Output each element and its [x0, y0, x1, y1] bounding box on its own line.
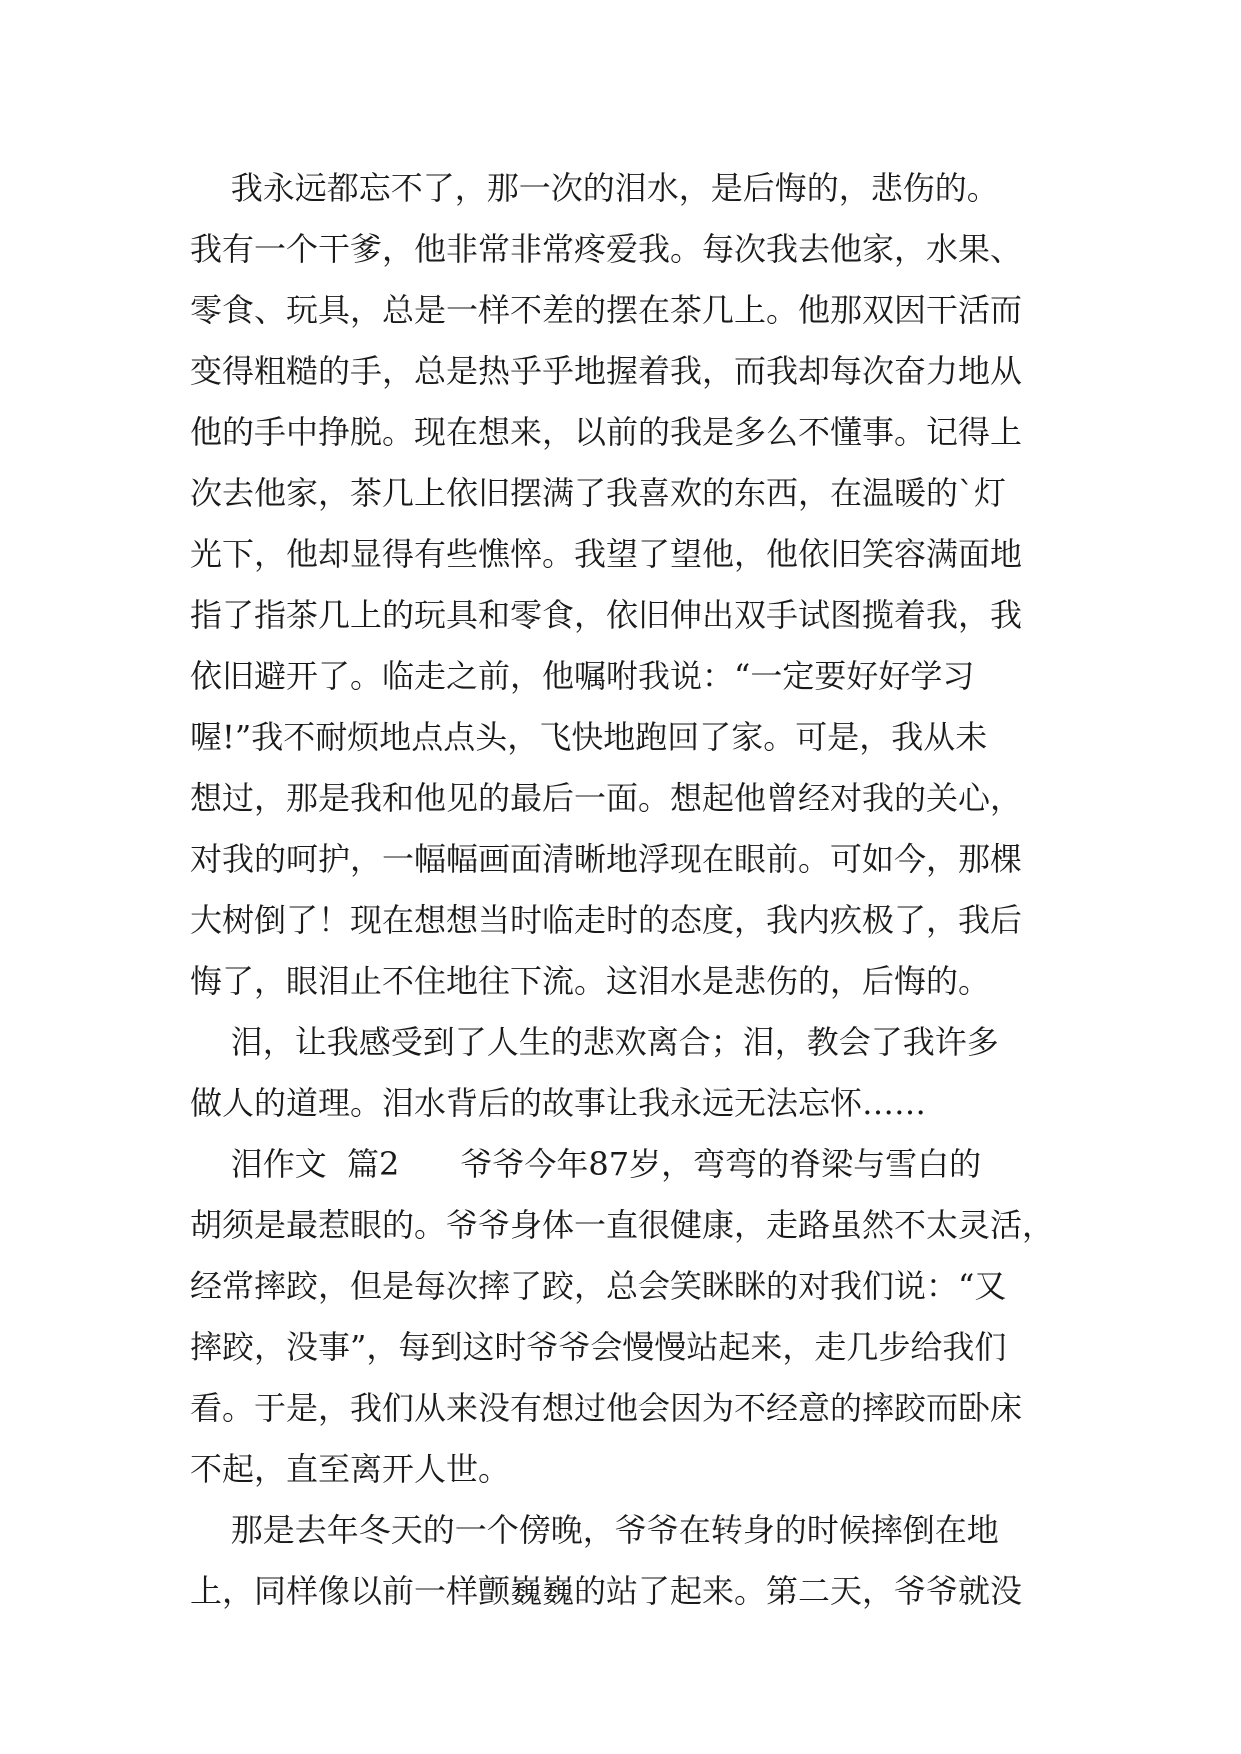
text-line: 指了指茶几上的玩具和零食，依旧伸出双手试图揽着我，我	[190, 596, 1023, 634]
text-line: 摔跤，没事”，每到这时爷爷会慢慢站起来，走几步给我们	[190, 1328, 1007, 1366]
text-line: 零食、玩具，总是一样不差的摆在茶几上。他那双因干活而	[190, 291, 1023, 329]
text-line: 我有一个干爹，他非常非常疼爱我。每次我去他家，水果、	[190, 230, 1023, 268]
text-line: 泪作文 篇2 爷爷今年87岁，弯弯的脊梁与雪白的	[190, 1145, 982, 1183]
text-line: 依旧避开了。临走之前，他嘱咐我说：“一定要好好学习	[190, 657, 975, 695]
text-line: 次去他家，茶几上依旧摆满了我喜欢的东西，在温暖的`灯	[190, 474, 1007, 512]
text-line: 光下，他却显得有些憔悴。我望了望他，他依旧笑容满面地	[190, 535, 1023, 573]
text-line: 经常摔跤，但是每次摔了跤，总会笑眯眯的对我们说：“又	[190, 1267, 1007, 1305]
text-line: 喔!”我不耐烦地点点头，飞快地跑回了家。可是，我从未	[190, 718, 988, 756]
essay-text	[190, 158, 1070, 1622]
text-line: 大树倒了！现在想想当时临走时的态度，我内疚极了，我后	[190, 901, 1023, 939]
text-line: 泪，让我感受到了人生的悲欢离合；泪，教会了我许多	[190, 1023, 999, 1061]
text-line: 做人的道理。泪水背后的故事让我永远无法忘怀……	[190, 1084, 927, 1122]
text-line: 看。于是，我们从来没有想过他会因为不经意的摔跤而卧床	[190, 1389, 1023, 1427]
text-line: 悔了，眼泪止不住地往下流。这泪水是悲伤的，后悔的。	[190, 962, 991, 1000]
text-line: 想过，那是我和他见的最后一面。想起他曾经对我的关心，	[190, 779, 1023, 817]
text-line: 那是去年冬天的一个傍晚，爷爷在转身的时候摔倒在地	[190, 1511, 999, 1549]
text-line: 上，同样像以前一样颤巍巍的站了起来。第二天，爷爷就没	[190, 1572, 1023, 1610]
text-line: 我永远都忘不了，那一次的泪水，是后悔的，悲伤的。	[190, 169, 999, 207]
text-line: 他的手中挣脱。现在想来，以前的我是多么不懂事。记得上	[190, 413, 1023, 451]
text-line: 对我的呵护，一幅幅画面清晰地浮现在眼前。可如今，那棵	[190, 840, 1023, 878]
text-line: 不起，直至离开人世。	[190, 1450, 511, 1488]
text-line: 变得粗糙的手，总是热乎乎地握着我，而我却每次奋力地从	[190, 352, 1023, 390]
text-line: 胡须是最惹眼的。爷爷身体一直很健康，走路虽然不太灵活，	[190, 1206, 1055, 1244]
